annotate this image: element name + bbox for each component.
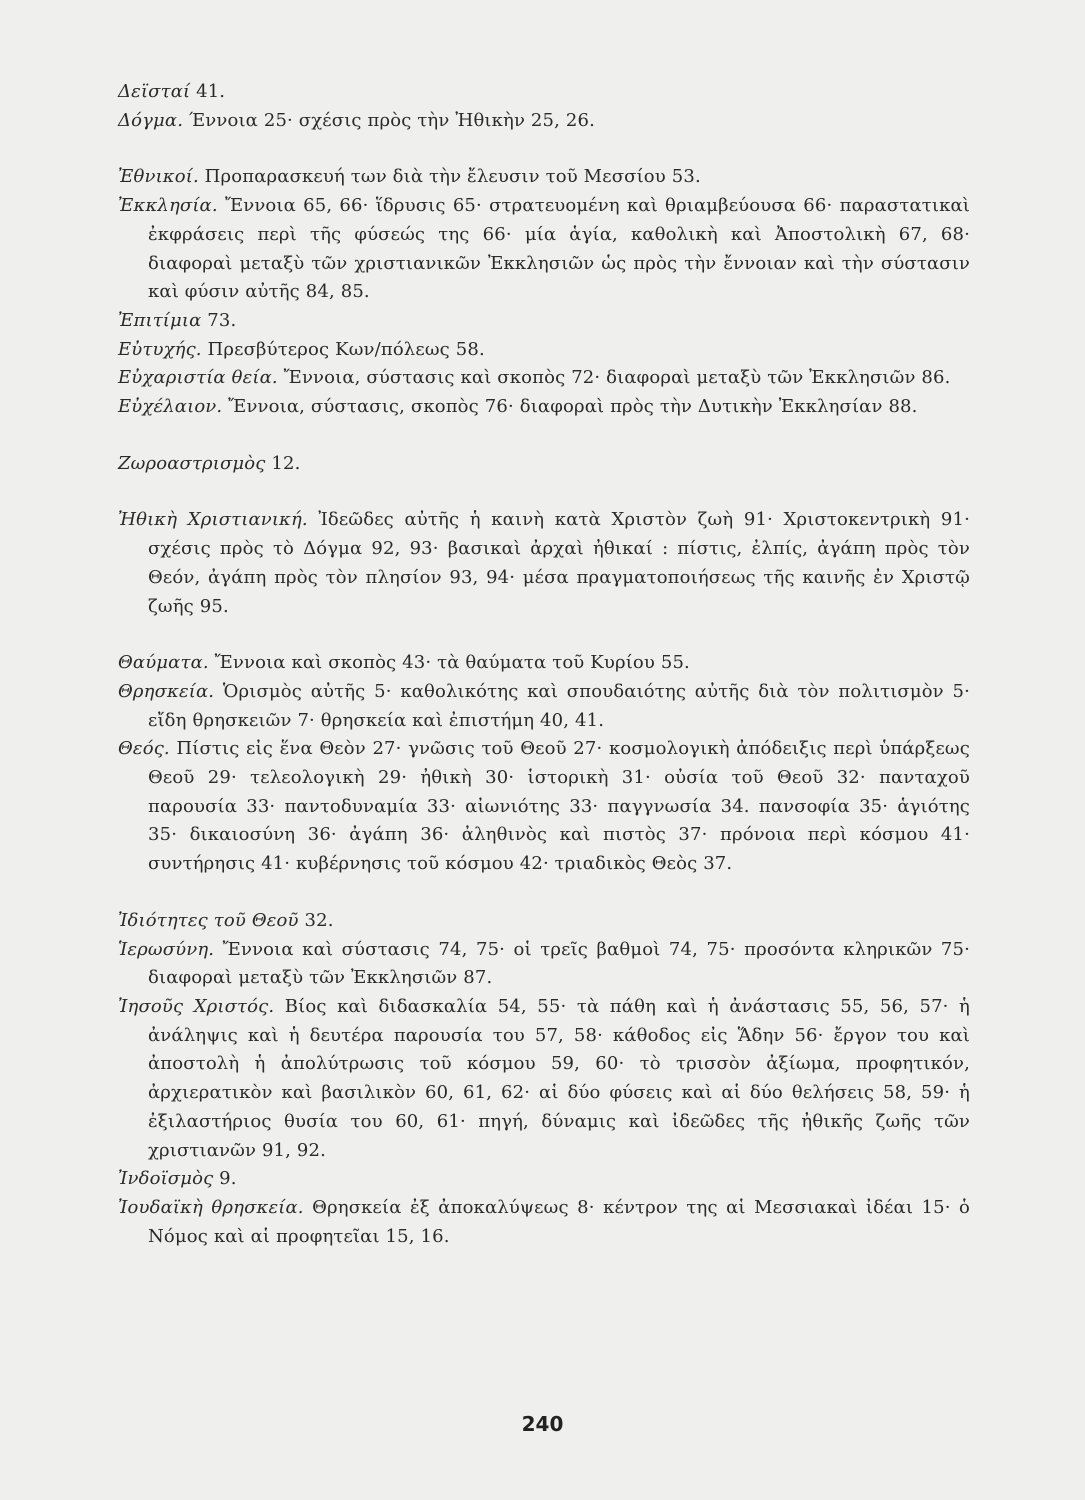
entry-heading: Εὐτυχής. [118, 338, 202, 360]
index-entry [118, 78, 970, 107]
index-entry [118, 336, 970, 365]
entry-heading: Εὐχέλαιον. [118, 396, 223, 418]
index-entry [118, 936, 970, 993]
entry-text: Πίστις εἰς ἕνα Θεὸν 27· γνῶσις τοῦ Θεοῦ 27· κοσμολογικὴ ἀπόδειξις περὶ ὑπάρξεως Θεοῦ 29· τελεολογικὴ 29· ἠθικὴ 30· ἱστορικὴ 31· οὐσία τοῦ Θεοῦ 32· πανταχοῦ παρουσία 33· παντοδυναμία 33· αἰωνιότης 33· παγγνωσία 34. πανσοφία 35· ἁγιότης 35· δικαιοσύνη 36· ἀγάπη 36· ἀληθινὸς καὶ πιστὸς 37· πρόνοια περὶ κόσμου 41· συντήρησις 41· κυβέρνησις τοῦ κόσμου 42· τριαδικὸς Θεὸς 37. [148, 738, 970, 875]
index-entry [118, 450, 970, 479]
index-entry [118, 163, 970, 192]
page-number: 240 [521, 1412, 564, 1436]
index-entry [118, 364, 970, 393]
index-entry [118, 735, 970, 879]
index-block-iota [118, 907, 970, 1251]
entry-text: Ἔννοια, σύστασις καὶ σκοπὸς 72· διαφοραὶ μεταξὺ τῶν Ἐκκλησιῶν 86. [277, 367, 951, 389]
entry-text: Ἔννοια καὶ σκοπὸς 43· τὰ θαύματα τοῦ Κυρίου 55. [208, 652, 690, 674]
index-entry [118, 307, 970, 336]
index-entry [118, 506, 970, 621]
entry-text: Ἔννοια καὶ σύστασις 74, 75· οἱ τρεῖς βαθμοὶ 74, 75· προσόντα κληρικῶν 75· διαφοραὶ μεταξὺ τῶν Ἐκκλησιῶν 87. [148, 938, 970, 989]
entry-text: 9. [213, 1168, 237, 1190]
index-block-delta [118, 78, 970, 135]
entry-text: Ἔννοια, σύστασις, σκοπὸς 76· διαφοραὶ πρὸς τὴν Δυτικὴν Ἐκκλησίαν 88. [222, 396, 918, 418]
entry-heading: Ἠθικὴ Χριστιανική. [118, 509, 308, 531]
entry-text: Ἰδεῶδες αὐτῆς ἡ καινὴ κατὰ Χριστὸν ζωὴ 91· Χριστοκεντρικὴ 91· σχέσις πρὸς τὸ Δόγμα 92, 93· βασικαὶ ἀρχαὶ ἠθικαί : πίστις, ἐλπίς, ἀγάπη πρὸς τὸν Θεόν, ἀγάπη πρὸς τὸν πλησίον 93, 94· μέσα πραγματοποιήσεως τῆς καινῆς ἐν Χριστῷ ζωῆς 95. [148, 509, 970, 617]
index-entry [118, 678, 970, 735]
index-entry [118, 907, 970, 936]
index-entry [118, 192, 970, 307]
entry-heading: Ἱερωσύνη. [118, 938, 215, 960]
entry-heading: Ἰησοῦς Χριστός. [118, 995, 275, 1017]
index-entry [118, 107, 970, 136]
index-entry [118, 393, 970, 422]
section-gap [118, 135, 970, 163]
entry-text: 12. [265, 452, 301, 474]
index-block-theta [118, 649, 970, 879]
entry-heading: Ἰδιότητες τοῦ Θεοῦ [118, 909, 299, 931]
entry-text: Προπαρασκευή των διὰ τὴν ἔλευσιν τοῦ Μεσσίου 53. [198, 166, 701, 188]
section-gap [118, 478, 970, 506]
entry-text: 73. [201, 309, 237, 331]
section-gap [118, 879, 970, 907]
entry-text: Ὁρισμὸς αὐτῆς 5· καθολικότης καὶ σπουδαιότης αὐτῆς διὰ τὸν πολιτισμὸν 5· εἴδη θρησκειῶν 7· θρησκεία καὶ ἐπιστήμη 40, 41. [148, 680, 970, 731]
entry-heading: Δεϊσταί [118, 81, 191, 102]
entry-heading: Εὐχαριστία θεία. [118, 367, 278, 389]
entry-heading: Ἐθνικοί. [118, 166, 199, 188]
entry-text: Βίος καὶ διδασκαλία 54, 55· τὰ πάθη καὶ ἡ ἀνάστασις 55, 56, 57· ἡ ἀνάληψις καὶ ἡ δευτέρα παρουσία του 57, 58· κάθοδος εἰς Ἅδην 56· ἔργον του καὶ ἀποστολὴ ἡ ἀπολύτρωσις τοῦ κόσμου 59, 60· τὸ τρισσὸν ἀξίωμα, προφητικόν, ἀρχιερατικὸν καὶ βασιλικὸν 60, 61, 62· αἱ δύο φύσεις καὶ αἱ δύο θελήσεις 58, 59· ἡ ἐξιλαστήριος θυσία του 60, 61· πηγή, δύναμις καὶ ἰδεῶδες τῆς ἠθικῆς ζωῆς τῶν χριστιανῶν 91, 92. [148, 995, 970, 1161]
entry-heading: Θρησκεία. [118, 680, 215, 702]
entry-text: 41. [190, 81, 226, 102]
index-entry [118, 1165, 970, 1194]
entry-heading: Δόγμα. [118, 109, 184, 131]
section-gap [118, 422, 970, 450]
entry-heading: Ἐκκλησία. [118, 195, 218, 217]
entry-heading: Ἐπιτίμια [118, 309, 202, 331]
entry-heading: Θεός. [118, 738, 170, 760]
index-block-eta [118, 506, 970, 621]
entry-heading: Ἰουδαϊκὴ θρησκεία. [118, 1196, 304, 1218]
entry-text: 32. [298, 909, 334, 931]
section-gap [118, 621, 970, 649]
entry-text: Ἔννοια 65, 66· ἵδρυσις 65· στρατευομένη καὶ θριαμβεύουσα 66· παραστατικαὶ ἐκφράσεις περὶ τῆς φύσεώς της 66· μία ἁγία, καθολικὴ καὶ Ἀποστολικὴ 67, 68· διαφοραὶ μεταξὺ τῶν χριστιανικῶν Ἐκκλησιῶν ὡς πρὸς τὴν ἔννοιαν καὶ τὴν σύστασιν καὶ φύσιν αὐτῆς 84, 85. [148, 195, 970, 303]
entry-text: Έννοια 25· σχέσις πρὸς τὴν Ἠθικὴν 25, 26. [183, 109, 595, 131]
index-page [118, 78, 970, 1251]
entry-heading: Θαύματα. [118, 652, 209, 674]
entry-heading: Ἰνδοϊσμὸς [118, 1168, 214, 1190]
index-entry [118, 1194, 970, 1251]
entry-text: Πρεσβύτερος Κων/πόλεως 58. [201, 338, 485, 360]
entry-text: Θρησκεία ἐξ ἀποκαλύψεως 8· κέντρον της αἱ Μεσσιακαὶ ἰδέαι 15· ὁ Νόμος καὶ αἱ προφητεῖαι 15, 16. [148, 1196, 970, 1247]
index-block-zeta [118, 450, 970, 479]
index-entry [118, 993, 970, 1165]
entry-heading: Ζωροαστρισμὸς [118, 452, 266, 474]
index-block-epsilon [118, 163, 970, 421]
index-entry [118, 649, 970, 678]
